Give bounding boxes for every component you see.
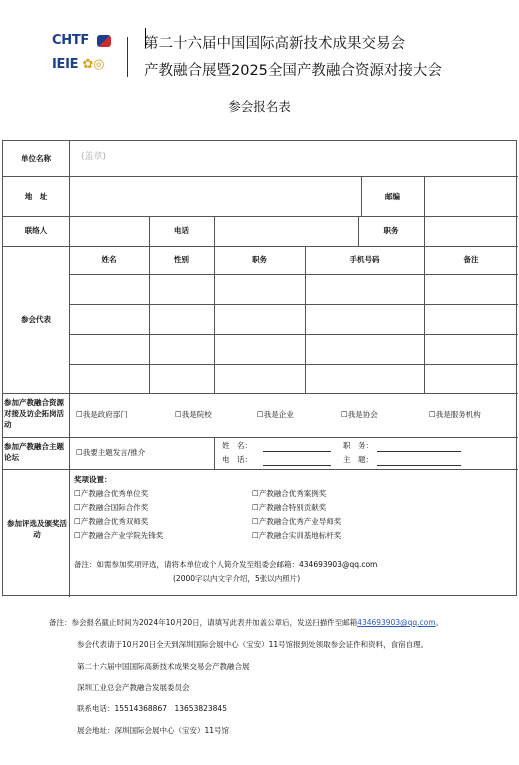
reps-header-gender: 性别 bbox=[174, 255, 189, 264]
logo-text-top: CHTF bbox=[52, 33, 89, 48]
activity-option-enterprise[interactable]: ☐我是企业 bbox=[257, 410, 294, 419]
position-field[interactable] bbox=[425, 217, 518, 246]
note-organizer-1: 第二十六届中国国际高新技术成果交易会产教融合展 bbox=[77, 662, 250, 671]
contact-label: 联络人 bbox=[24, 226, 48, 235]
address-field[interactable] bbox=[70, 177, 361, 216]
position-label: 职务 bbox=[383, 226, 399, 235]
header-divider bbox=[127, 37, 128, 77]
note-contact-phone: 联系电话：15514368867 13653823845 bbox=[77, 704, 227, 713]
reps-header-remark: 备注 bbox=[463, 255, 479, 264]
activity-option-service[interactable]: ☐我是服务机构 bbox=[429, 410, 481, 419]
forum-topic-field[interactable] bbox=[377, 465, 461, 466]
award-option-mentor[interactable]: ☐产教融合优秀产业导师奖 bbox=[252, 517, 342, 526]
award-option-dual-teacher[interactable]: ☐产教融合优秀双师奖 bbox=[74, 517, 149, 526]
award-option-contribution[interactable]: ☐产教融合特别贡献奖 bbox=[252, 503, 327, 512]
logo-text-bottom: IEIE ✿◎ bbox=[52, 57, 105, 72]
note-organizer-2: 深圳工业总会产教融合发展委员会 bbox=[77, 683, 190, 692]
award-option-outstanding-unit[interactable]: ☐产教融合优秀单位奖 bbox=[74, 489, 149, 498]
award-label: 参加评选及颁奖活动 bbox=[7, 519, 67, 539]
forum-name-field[interactable] bbox=[263, 451, 331, 452]
activity-option-government[interactable]: ☐我是政府部门 bbox=[76, 410, 128, 419]
title-line-2: 产教融合展暨2025全国产教融合资源对接大会 bbox=[144, 63, 442, 79]
award-option-international[interactable]: ☐产教融合国际合作奖 bbox=[74, 503, 149, 512]
title-line-1: 第二十六届中国国际高新技术成果交易会 bbox=[144, 36, 405, 52]
reps-row-2[interactable] bbox=[70, 305, 518, 334]
forum-position-field[interactable] bbox=[377, 451, 461, 452]
representatives-label: 参会代表 bbox=[21, 315, 51, 324]
unit-name-field[interactable]: (盖章) bbox=[81, 152, 107, 162]
forum-name-label: 姓 名： bbox=[222, 441, 252, 450]
contact-field[interactable] bbox=[70, 217, 149, 246]
phone-field[interactable] bbox=[215, 217, 358, 246]
postcode-label: 邮编 bbox=[385, 192, 400, 201]
postcode-field[interactable] bbox=[425, 177, 518, 216]
forum-position-label: 职 务： bbox=[343, 441, 373, 450]
award-option-case[interactable]: ☐产教融合优秀案例奖 bbox=[252, 489, 327, 498]
reps-row-1[interactable] bbox=[70, 275, 518, 304]
activity-label: 参加产教融合资源对接及访企拓岗活动 bbox=[4, 398, 64, 429]
forum-topic-label: 主 题： bbox=[343, 455, 373, 464]
forum-tel-label: 电 话： bbox=[222, 455, 252, 464]
award-option-training-base[interactable]: ☐产教融合实训基地标杆奖 bbox=[252, 531, 342, 540]
unit-name-label: 单位名称 bbox=[21, 154, 51, 163]
reps-header-position: 职务 bbox=[252, 255, 267, 264]
forum-speech-option[interactable]: ☐我要主题发言/推介 bbox=[76, 448, 146, 457]
note-deadline: 备注：参会报名截止时间为2024年10月20日，请填写此表并加盖公章后，发送扫描件至邮箱434693903@qq.com。 bbox=[49, 618, 444, 627]
forum-tel-field[interactable] bbox=[263, 465, 331, 466]
note-email-link[interactable]: 434693903@qq.com bbox=[357, 618, 436, 627]
award-heading: 奖项设置： bbox=[74, 475, 112, 484]
note-checkin: 参会代表请于10月20日全天到深圳国际会展中心（宝安）11号馆报到处领取参会证件和资料，食宿自理。 bbox=[77, 640, 429, 649]
form-title: 参会报名表 bbox=[228, 99, 291, 114]
note-venue: 展会地址：深圳国际会展中心（宝安）11号馆 bbox=[77, 726, 230, 735]
reps-row-4[interactable] bbox=[70, 365, 518, 393]
activity-option-association[interactable]: ☐我是协会 bbox=[341, 410, 378, 419]
registration-form bbox=[2, 140, 517, 596]
phone-label: 电话 bbox=[174, 226, 189, 235]
address-label: 地 址 bbox=[24, 192, 48, 201]
award-note-1: 备注：如需参加奖项评选，请将本单位或个人简介发至组委会邮箱：434693903@qq.com bbox=[74, 560, 378, 569]
logo-mark-icon bbox=[97, 35, 111, 47]
reps-row-3[interactable] bbox=[70, 335, 518, 364]
reps-header-name: 姓名 bbox=[101, 255, 117, 264]
award-note-2: (2000字以内文字介绍，5张以内照片) bbox=[173, 574, 301, 583]
award-option-industry-college[interactable]: ☐产教融合产业学院先锋奖 bbox=[74, 531, 164, 540]
forum-label: 参加产教融合主题论坛 bbox=[4, 442, 64, 462]
event-logo bbox=[52, 33, 114, 77]
activity-option-school[interactable]: ☐我是院校 bbox=[175, 410, 212, 419]
reps-header-mobile: 手机号码 bbox=[349, 255, 380, 264]
